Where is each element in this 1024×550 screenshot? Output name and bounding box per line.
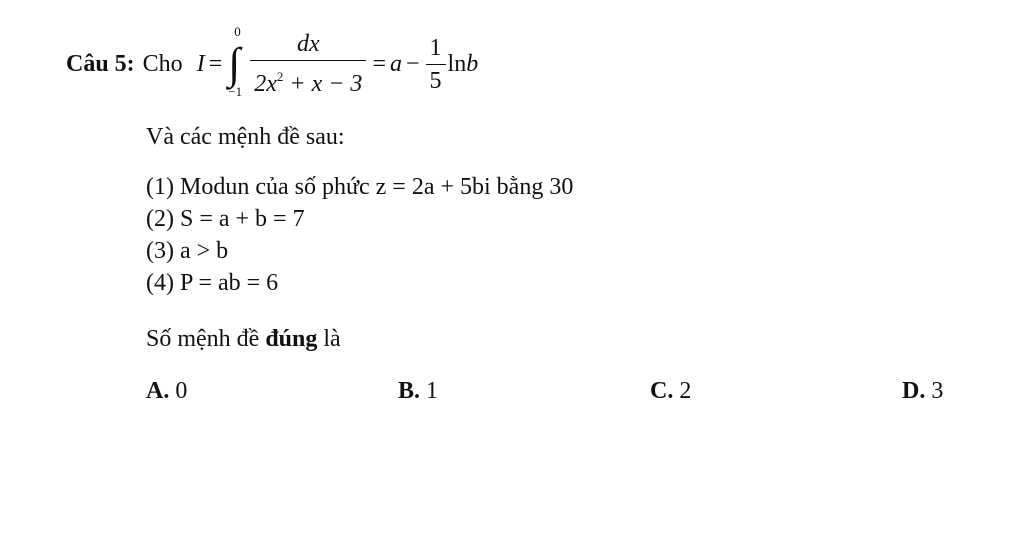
option-d-value: 3 [931,378,944,404]
option-b-key: B. [398,378,421,404]
coef-denominator: 5 [426,64,446,95]
formula-equals-1: = [208,50,223,77]
statement-1: (1) Modun của số phức z = 2a + 5bi bằng 30 [146,174,574,200]
prompt-after: là [317,326,341,352]
statement-4: (4) P = ab = 6 [146,270,279,296]
integrand-denominator [250,60,366,98]
coef-fraction [426,34,446,95]
option-c-value: 2 [679,378,692,404]
option-b[interactable] [398,378,438,405]
prompt-before: Số mệnh đề [146,326,266,352]
question-cho: Cho [142,50,183,77]
integrand-fraction [250,30,366,98]
formula-b: b [466,50,479,77]
option-a-value: 0 [175,378,188,404]
integral-upper-limit: 0 [234,24,241,39]
formula-ln: ln [447,50,467,77]
option-b-value: 1 [426,378,439,404]
question-label: Câu 5: [66,50,135,77]
option-a-key: A. [146,378,170,404]
statement-2: (2) S = a + b = 7 [146,206,305,232]
intro-text: Và các mệnh đề sau: [146,124,345,150]
formula-lhs: I [196,50,205,77]
question-line [66,26,478,102]
option-d[interactable] [902,378,943,405]
integral-lower-limit: −1 [228,84,243,99]
formula-a: a [389,50,402,77]
den-exponent: 2 [276,69,284,84]
integral-sign [228,26,246,102]
prompt-bold-word: đúng [265,326,318,352]
integral-symbol: ∫ [228,39,241,88]
den-term-a: 2x [254,71,277,97]
formula-equals-2: = [372,50,386,77]
option-d-key: D. [902,378,926,404]
option-a[interactable] [146,378,187,405]
integrand-numerator: dx [297,31,320,57]
den-term-b: + x − 3 [289,71,363,97]
question-prompt [146,326,341,353]
option-c-key: C. [650,378,674,404]
formula-minus: − [405,50,420,77]
coef-numerator: 1 [429,34,442,61]
statement-3: (3) a > b [146,238,229,264]
option-c[interactable] [650,378,691,405]
